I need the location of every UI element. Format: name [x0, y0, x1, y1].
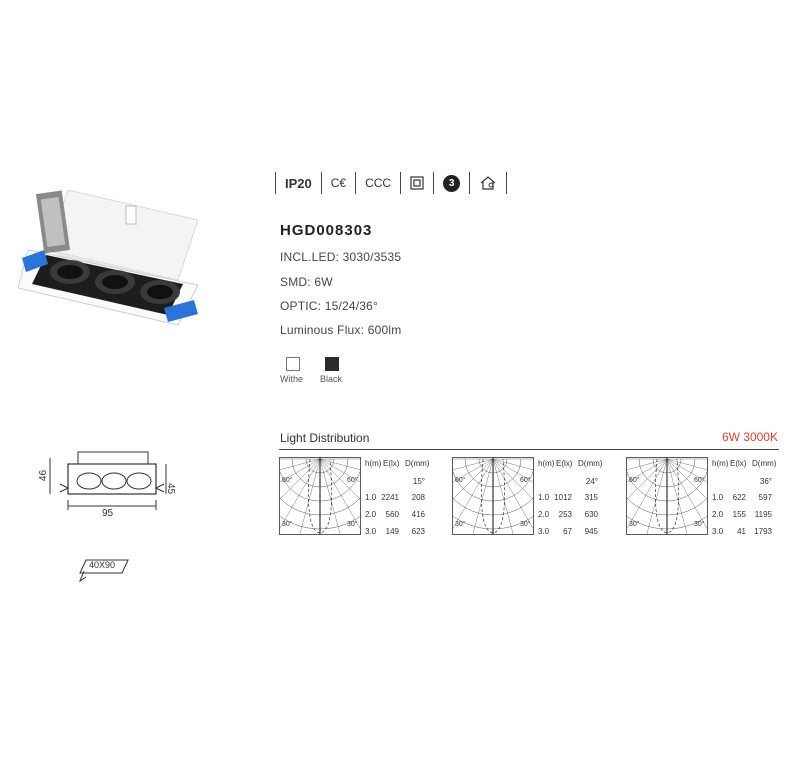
model-number: HGD008303 — [280, 222, 373, 239]
polar-angle-label-bottom-right: 30° — [347, 521, 358, 528]
beam-angle: 24° — [585, 477, 598, 486]
table-header: h(m) — [365, 459, 382, 468]
optic-spec: OPTIC: 15/24/36° — [280, 299, 379, 313]
power-rating: 6W 3000K — [721, 430, 778, 444]
table-cell: 315 — [584, 493, 598, 502]
polar-angle-label-left: 60° — [455, 477, 466, 484]
incl-led-spec: INCL.LED: 3030/3535 — [280, 250, 402, 264]
swatch-black-label: Black — [320, 374, 343, 384]
table-cell: 2.0 — [365, 510, 377, 519]
table-cell: 3.0 — [712, 527, 724, 536]
dimension-width: 95 — [102, 508, 114, 519]
polar-angle-label-right: 60° — [520, 477, 531, 484]
cutout-size: 40X90 — [89, 560, 116, 570]
table-header: h(m) — [538, 459, 555, 468]
polar-angle-label-bottom-left: 30° — [282, 521, 293, 528]
polar-angle-label-bottom-right: 30° — [520, 521, 531, 528]
dimension-height-left: 46 — [38, 469, 50, 482]
table-cell: 1012 — [554, 493, 572, 502]
table-cell: 253 — [558, 510, 572, 519]
table-cell: 149 — [385, 527, 399, 536]
table-cell: 945 — [584, 527, 598, 536]
table-cell: 560 — [385, 510, 399, 519]
three-year-warranty-badge-icon: 3 — [433, 172, 469, 194]
polar-angle-label-bottom-left: 30° — [629, 521, 640, 528]
table-cell: 2.0 — [538, 510, 550, 519]
ce-mark-icon: C€ — [321, 172, 355, 194]
table-cell: 1.0 — [365, 493, 377, 502]
class-ii-double-square-icon — [400, 172, 433, 194]
table-cell: 41 — [737, 527, 746, 536]
table-header: E(lx) — [383, 459, 400, 468]
table-cell: 1.0 — [538, 493, 550, 502]
table-cell: 630 — [584, 510, 598, 519]
luminous-flux-spec: Luminous Flux: 600lm — [280, 323, 402, 337]
polar-angle-label-left: 60° — [282, 477, 293, 484]
table-cell: 416 — [411, 510, 425, 519]
polar-angle-label-bottom-left: 30° — [455, 521, 466, 528]
ccc-mark-icon: CCC — [355, 172, 400, 194]
smd-spec: SMD: 6W — [280, 275, 333, 289]
table-header: D(mm) — [752, 459, 777, 468]
swatch-white — [286, 357, 300, 371]
certification-bar — [275, 170, 507, 196]
table-cell: 208 — [411, 493, 425, 502]
polar-angle-label-left: 60° — [629, 477, 640, 484]
table-header: h(m) — [712, 459, 729, 468]
table-cell: 1195 — [754, 510, 772, 519]
indoor-use-house-icon — [469, 172, 507, 194]
table-cell: 3.0 — [365, 527, 377, 536]
light-distribution-title: Light Distribution — [280, 431, 370, 445]
table-cell: 1793 — [754, 527, 772, 536]
table-header: E(lx) — [556, 459, 573, 468]
swatch-white-label: Withe — [280, 374, 304, 384]
polar-angle-label-right: 60° — [347, 477, 358, 484]
table-cell: 155 — [732, 510, 746, 519]
polar-angle-label-bottom-right: 30° — [694, 521, 705, 528]
table-cell: 1.0 — [712, 493, 724, 502]
polar-angle-label-right: 60° — [694, 477, 705, 484]
table-cell: 597 — [758, 493, 772, 502]
product-image — [18, 180, 203, 330]
table-cell: 2.0 — [712, 510, 724, 519]
beam-angle: 15° — [412, 477, 425, 486]
table-header: D(mm) — [405, 459, 430, 468]
table-header: E(lx) — [730, 459, 747, 468]
swatch-black — [325, 357, 339, 371]
section-divider — [279, 449, 779, 450]
table-cell: 2241 — [381, 493, 399, 502]
dimension-height-right: 45 — [165, 482, 177, 495]
table-cell: 3.0 — [538, 527, 550, 536]
table-cell: 623 — [411, 527, 425, 536]
table-cell: 622 — [732, 493, 746, 502]
beam-angle: 36° — [759, 477, 772, 486]
table-header: D(mm) — [578, 459, 603, 468]
ip20-label: IP20 — [275, 172, 321, 194]
table-cell: 67 — [563, 527, 572, 536]
